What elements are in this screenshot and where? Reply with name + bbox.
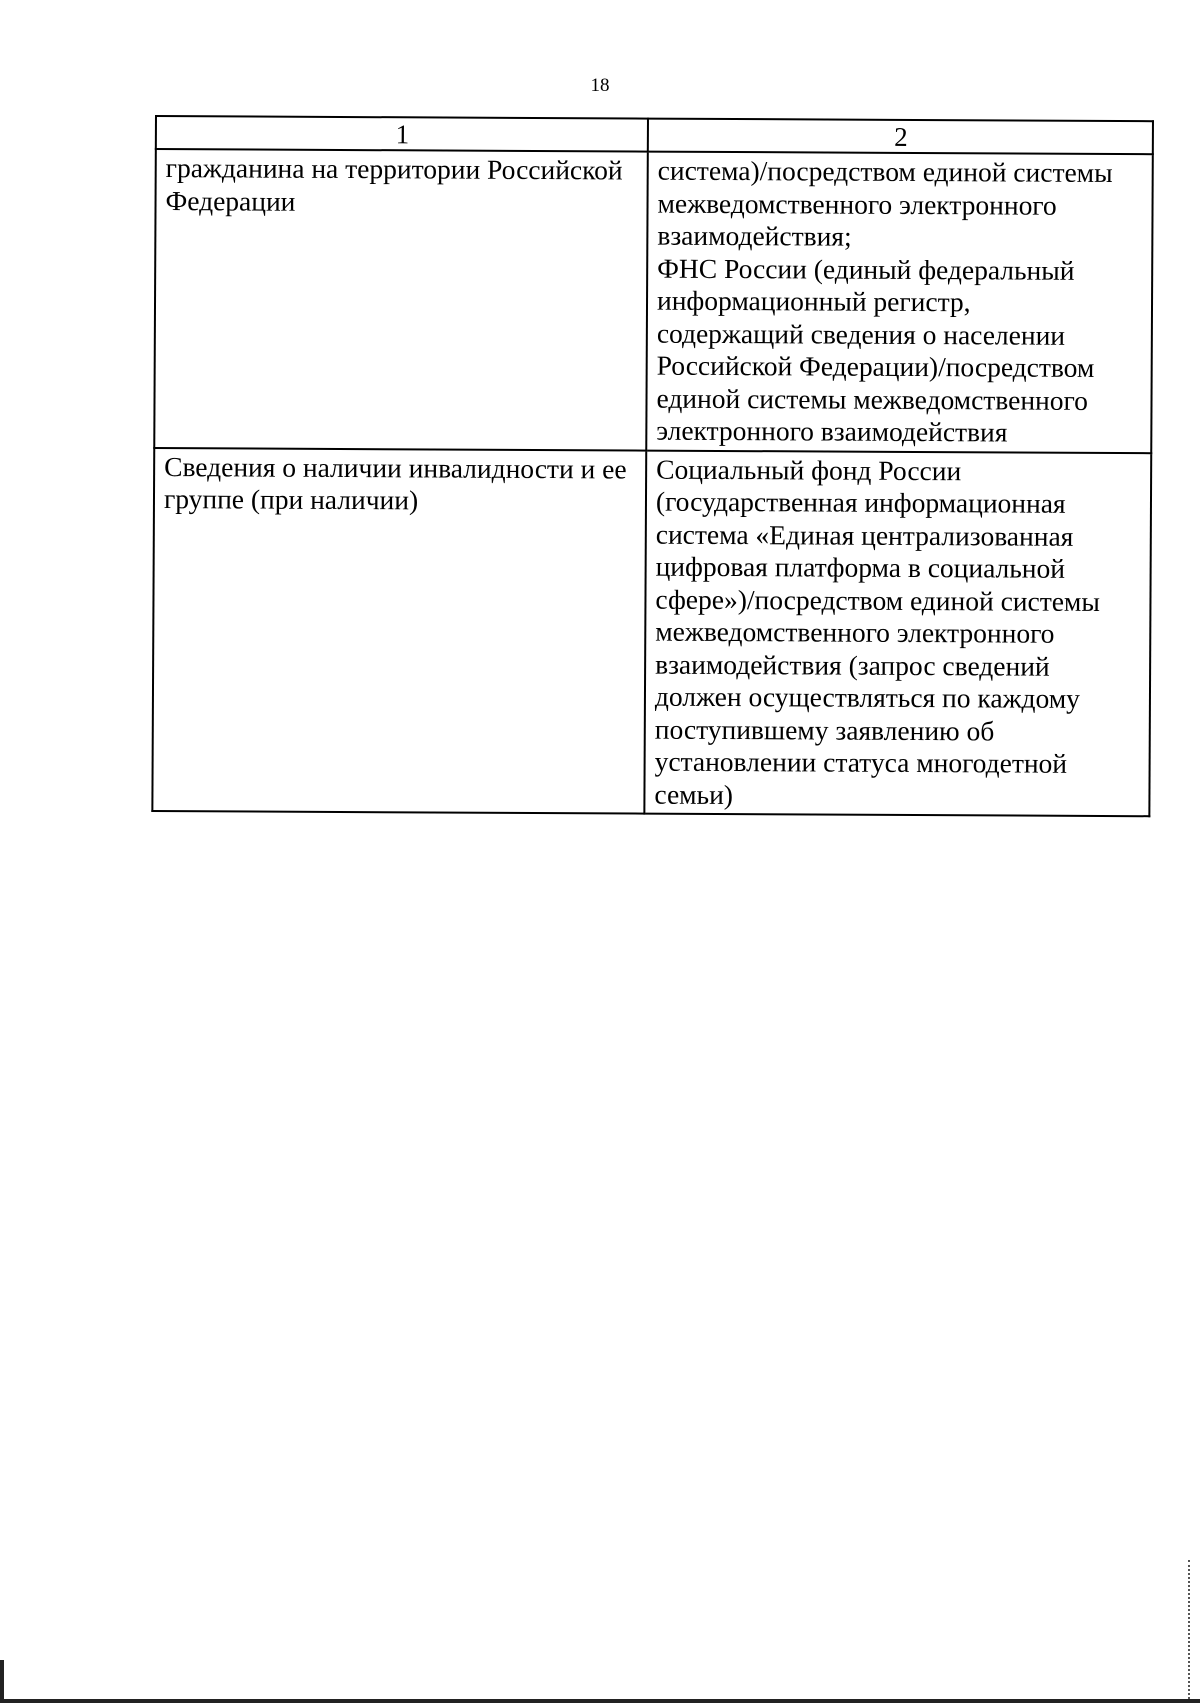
table-cell	[644, 450, 1151, 816]
cell-text-line: взаимодействия;	[657, 219, 852, 252]
table-cell	[646, 152, 1153, 453]
scan-left-edge	[0, 1660, 4, 1703]
cell-text-line: семьи)	[654, 778, 734, 810]
data-table	[151, 115, 1154, 817]
cell-text-line: ФНС России (единый федеральный	[657, 252, 1075, 286]
cell-text-line: группе (при наличии)	[163, 483, 419, 516]
cell-text-line: (государственная информационная	[655, 485, 1066, 519]
cell-text-line: гражданина на территории Российской	[165, 152, 623, 186]
cell-text-line: система)/посредством единой системы	[657, 154, 1113, 189]
cell-text-line: содержащий сведения о населении	[656, 317, 1066, 351]
cell-text-line: электронного взаимодействия	[656, 414, 1008, 448]
column-header: 2	[648, 119, 1153, 155]
scan-edge-marks	[1186, 1560, 1190, 1703]
cell-text-line: Федерации	[165, 184, 296, 217]
cell-text-line: Социальный фонд России	[656, 453, 962, 486]
cell-text-line: система «Единая централизованная	[655, 518, 1074, 552]
cell-text-line: Сведения о наличии инвалидности и ее	[164, 450, 627, 484]
table-row	[154, 149, 1153, 453]
cell-text-line: единой системы межведомственного	[656, 382, 1089, 416]
cell-text-line: установлении статуса многодетной	[654, 745, 1068, 779]
cell-text-line: информационный регистр,	[656, 284, 971, 318]
table-header-row	[156, 116, 1153, 154]
table-cell	[152, 448, 646, 814]
scan-bottom-edge	[0, 1699, 1200, 1703]
cell-text-line: межведомственного электронного	[655, 615, 1055, 649]
cell-text-line: межведомственного электронного	[657, 187, 1057, 221]
cell-text-line: цифровая платформа в социальной	[655, 550, 1066, 584]
cell-text-line: Российской Федерации)/посредством	[656, 349, 1095, 383]
table-row	[152, 448, 1151, 817]
table-cell	[154, 149, 648, 450]
cell-text-line: сфере»)/посредством единой системы	[655, 583, 1100, 617]
column-header: 1	[156, 116, 648, 152]
cell-text-line: взаимодействия (запрос сведений	[655, 648, 1050, 682]
cell-text-line: должен осуществляться по каждому	[654, 680, 1081, 714]
cell-text-line: поступившему заявлению об	[654, 713, 995, 746]
page-number: 18	[590, 75, 610, 96]
